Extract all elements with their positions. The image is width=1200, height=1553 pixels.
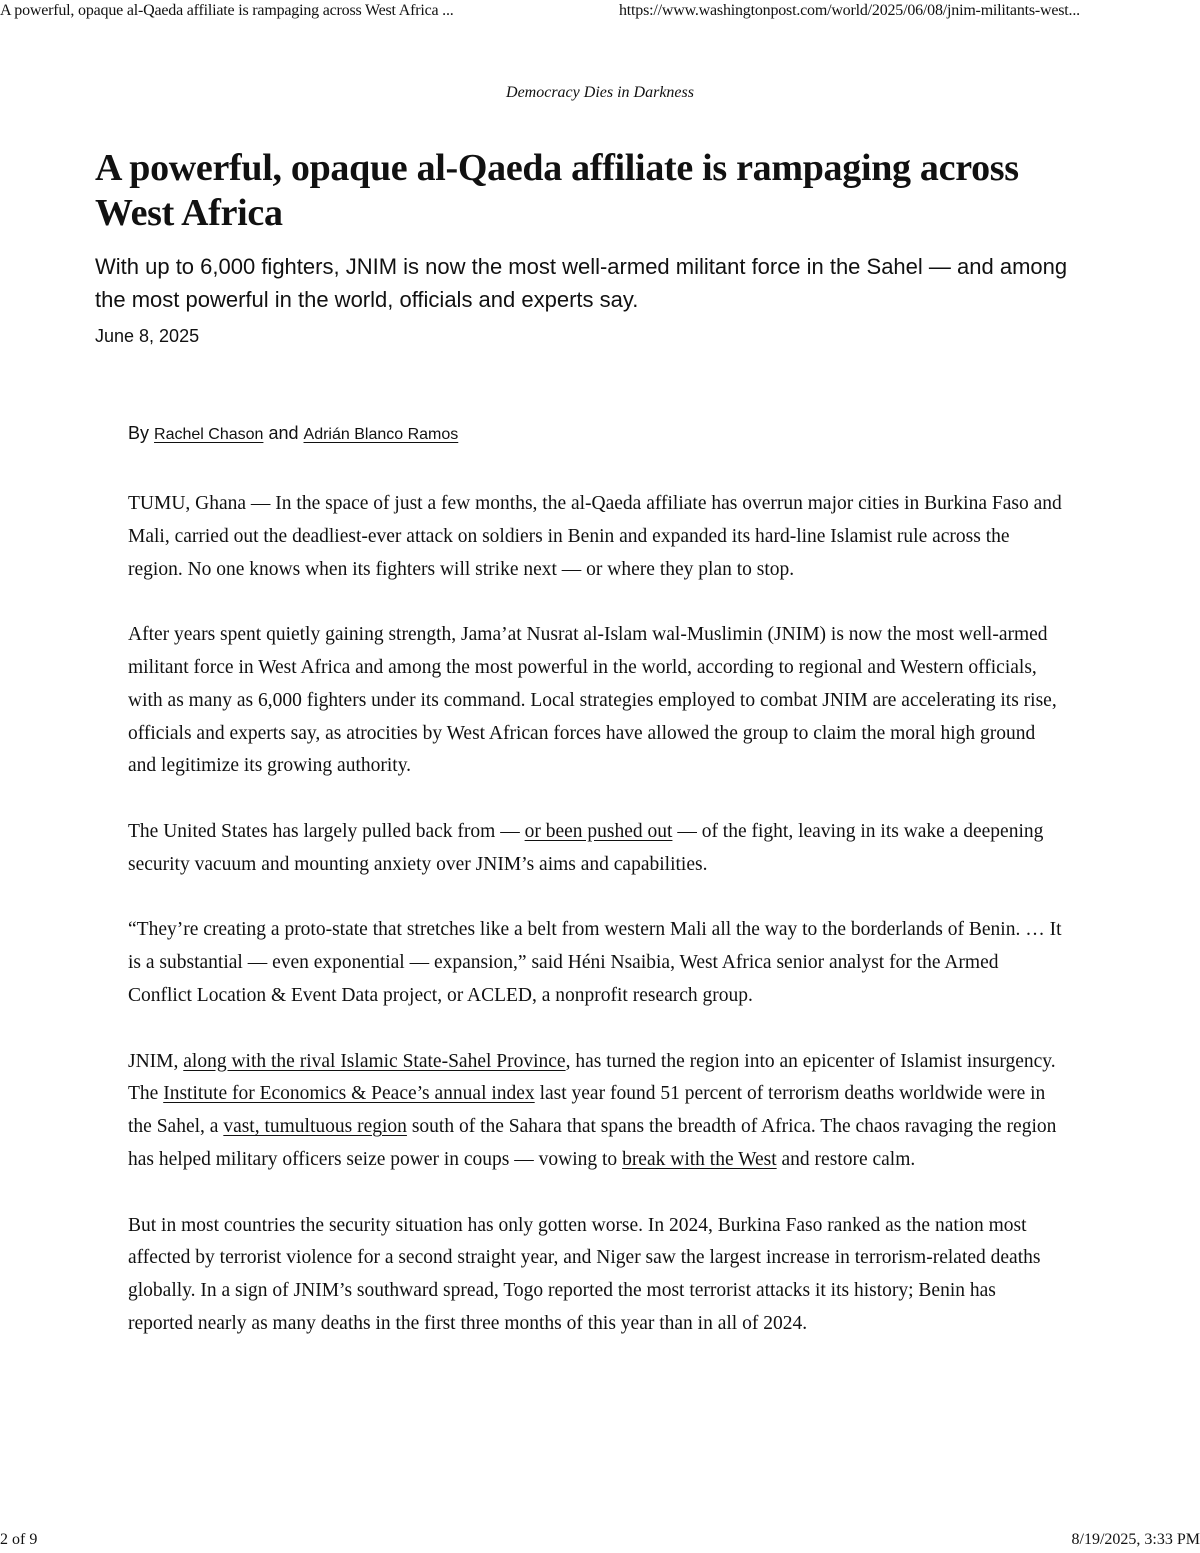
paragraph — [128, 1210, 1063, 1341]
byline-and: and — [268, 423, 299, 443]
publish-date: June 8, 2025 — [95, 326, 200, 346]
inline-link[interactable]: vast, tumultuous region — [223, 1116, 407, 1138]
paragraph — [128, 619, 1063, 783]
print-header-title: A powerful, opaque al-Qaeda affiliate is rampaging across West Africa ... — [0, 2, 454, 19]
paragraph-text: — of the fight, leaving in its wake a deepening security vacuum and mounting anxiety over JNIM’s aims and capabilities. — [128, 820, 1044, 875]
print-footer-page: 2 of 9 — [0, 1531, 38, 1548]
paragraph — [128, 1046, 1063, 1177]
dek: With up to 6,000 fighters, JNIM is now the most well-armed militant force in the Sahel — and among the most powerful in the world, officials and experts say. — [95, 254, 1068, 312]
paragraph-text: “They’re creating a proto-state that stretches like a belt from western Mali all the way to the borderlands of Benin. … It is a substantial — even exponential — expansion,” said Héni Nsaibia, West Africa senior analyst for the Armed Conflict Location & Event Data project, or ACLED, a nonprofit research group. — [128, 919, 1062, 1006]
paragraph — [128, 816, 1063, 882]
author-link[interactable]: Rachel Chason — [154, 426, 264, 443]
paragraph-text: JNIM, — [128, 1050, 184, 1072]
inline-link[interactable]: break with the West — [622, 1148, 777, 1170]
paragraph-text: , has turned the region into an epicenter of Islamist insurgency. The — [128, 1050, 1056, 1105]
print-footer-datetime: 8/19/2025, 3:33 PM — [1071, 1531, 1200, 1548]
inline-link[interactable]: along with the rival Islamic State-Sahel Province — [183, 1050, 566, 1072]
inline-link[interactable]: Institute for Economics & Peace’s annual index — [163, 1083, 535, 1105]
paragraph — [128, 914, 1063, 1012]
paragraph-text: last year found 51 percent of terrorism deaths worldwide were in the Sahel, a — [128, 1083, 1046, 1138]
article-body — [128, 488, 1063, 1374]
paragraph-text: But in most countries the security situation has only gotten worse. In 2024, Burkina Faso ranked as the nation most affected by terrorist violence for a second straight year, and Niger saw the largest increase in terrorism-related deaths globally. In a sign of JNIM’s southward spread, Togo reported the most terrorist attacks it its history; Benin has reported nearly as many deaths in the first three months of this year than in all of 2024. — [128, 1214, 1041, 1334]
print-header-url: https://www.washingtonpost.com/world/2025/06/08/jnim-militants-west... — [619, 2, 1080, 19]
paragraph-text: The United States has largely pulled back from — — [128, 820, 525, 842]
paragraph — [128, 488, 1063, 586]
paragraph-text: and restore calm. — [776, 1148, 916, 1170]
paragraph-text: TUMU, Ghana — In the space of just a few months, the al-Qaeda affiliate has overrun major cities in Burkina Faso and Mali, carried out the deadliest-ever attack on soldiers in Benin and expanded its hard-line Islamist rule across the region. No one knows when its fighters will strike next — or where they plan to stop. — [128, 493, 1062, 580]
tagline: Democracy Dies in Darkness — [506, 84, 694, 101]
byline — [128, 423, 458, 444]
byline-by: By — [128, 423, 150, 443]
paragraph-text: After years spent quietly gaining strength, Jama’at Nusrat al-Islam wal-Muslimin (JNIM) is now the most well-armed militant force in West Africa and among the most powerful in the world, according to regional and Western officials, with as many as 6,000 fighters under its command. Local strategies employed to combat JNIM are accelerating its rise, officials and experts say, as atrocities by West African forces have allowed the group to claim the moral high ground and legitimize its growing authority. — [128, 624, 1057, 777]
headline: A powerful, opaque al-Qaeda affiliate is rampaging across West Africa — [95, 147, 1019, 234]
author-link[interactable]: Adrián Blanco Ramos — [303, 426, 459, 443]
inline-link[interactable]: or been pushed out — [524, 820, 673, 842]
paragraph-text: south of the Sahara that spans the breadth of Africa. The chaos ravaging the region has helped military officers seize power in coups — vowing to — [128, 1116, 1057, 1170]
